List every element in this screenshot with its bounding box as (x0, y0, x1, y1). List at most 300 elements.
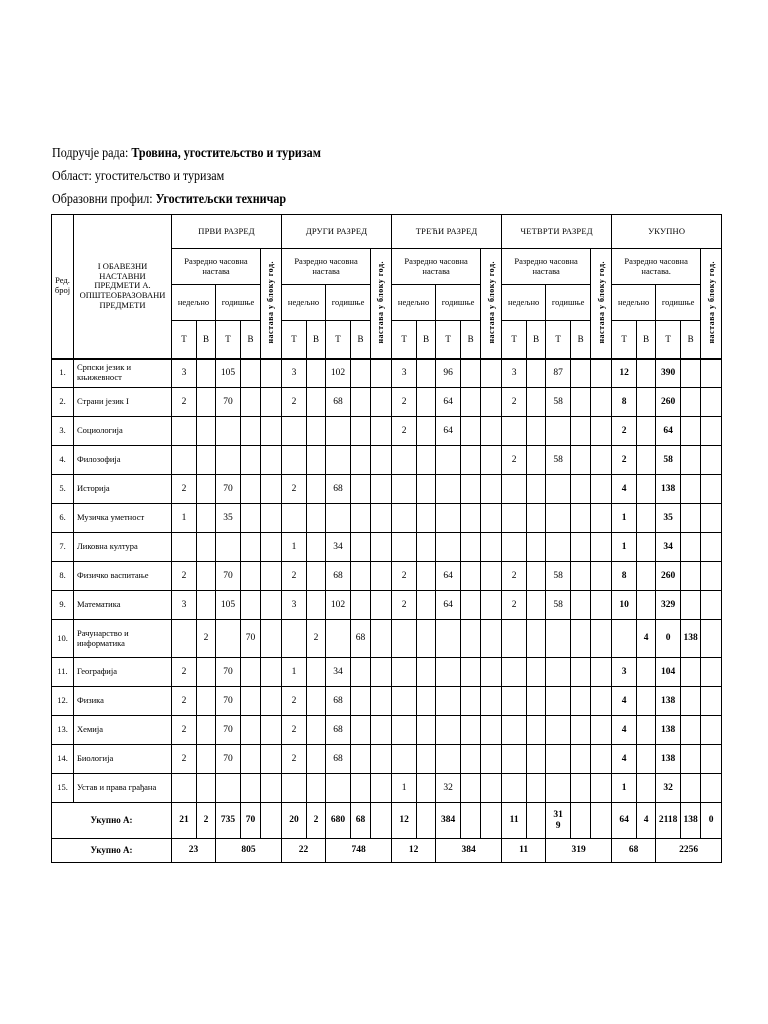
hours-cell (371, 475, 392, 504)
hours-cell (461, 417, 481, 446)
table-row (52, 745, 722, 774)
hours-cell: 4 (612, 475, 637, 504)
hours-cell (701, 446, 722, 475)
hours-cell: 329 (656, 591, 681, 620)
hours-cell (307, 745, 326, 774)
hours-cell (502, 620, 527, 658)
hours-cell (681, 716, 701, 745)
hours-cell (571, 446, 591, 475)
hours-cell: 1 (172, 504, 197, 533)
subject-name: Географија (74, 658, 172, 687)
hours-cell (307, 359, 326, 388)
total-cell: 735 (216, 803, 241, 839)
hours-cell (546, 745, 571, 774)
table-row (52, 388, 722, 417)
hours-cell (417, 687, 436, 716)
hours-cell (681, 417, 701, 446)
hours-cell (481, 475, 502, 504)
subject-name: Физика (74, 687, 172, 716)
table-row (52, 504, 722, 533)
hours-cell: 3 (502, 359, 527, 388)
yearly-total-cell: 805 (216, 839, 282, 863)
hours-cell (307, 591, 326, 620)
hours-cell (591, 417, 612, 446)
hours-cell: 96 (436, 359, 461, 388)
hours-cell (681, 446, 701, 475)
hours-cell (371, 504, 392, 533)
hours-cell: 2 (282, 716, 307, 745)
hours-cell (527, 417, 546, 446)
hours-cell (481, 417, 502, 446)
yearly-total-cell: 384 (436, 839, 502, 863)
hours-cell (351, 716, 371, 745)
hours-cell (571, 475, 591, 504)
hours-cell (681, 562, 701, 591)
hours-cell (461, 620, 481, 658)
v-header: В (197, 321, 216, 359)
hours-cell (241, 658, 261, 687)
yearly-total-cell: 748 (326, 839, 392, 863)
hours-cell: 64 (656, 417, 681, 446)
hours-cell (591, 475, 612, 504)
hours-cell (436, 533, 461, 562)
hours-cell: 2 (502, 388, 527, 417)
subject-name: Страни језик I (74, 388, 172, 417)
block-classes-header (371, 249, 392, 359)
hours-cell (371, 774, 392, 803)
hours-cell (591, 562, 612, 591)
t-header: Т (656, 321, 681, 359)
hours-cell (392, 687, 417, 716)
hours-cell (261, 620, 282, 658)
hours-cell (481, 446, 502, 475)
hours-cell: 64 (436, 591, 461, 620)
hours-cell (216, 533, 241, 562)
weekly-total-cell: 12 (392, 839, 436, 863)
hours-cell: 2 (282, 687, 307, 716)
hours-cell (351, 745, 371, 774)
hours-cell (241, 745, 261, 774)
total-cell: 12 (392, 803, 417, 839)
regular-classes-header: Разредно часовна настава (172, 249, 261, 285)
hours-cell (216, 620, 241, 658)
yearly-header: годишње (546, 285, 591, 321)
hours-cell: 35 (216, 504, 241, 533)
subject-name: Српски језик и књижевност (74, 359, 172, 388)
hours-cell (307, 716, 326, 745)
hours-cell: 3 (172, 359, 197, 388)
hours-cell (546, 658, 571, 687)
hours-cell: 2 (612, 417, 637, 446)
hours-cell: 138 (656, 687, 681, 716)
hours-cell (392, 745, 417, 774)
hours-cell (197, 417, 216, 446)
table-row (52, 687, 722, 716)
hours-cell (591, 504, 612, 533)
block-classes-label: настава у блоку год. (376, 260, 386, 344)
total-label: Укупно А: (52, 803, 172, 839)
hours-cell (637, 417, 656, 446)
hours-cell (591, 658, 612, 687)
hours-cell: 87 (546, 359, 571, 388)
hours-cell (261, 388, 282, 417)
hours-cell: 68 (326, 687, 351, 716)
hours-cell (392, 475, 417, 504)
hours-cell (351, 658, 371, 687)
area-value: Тровина, угоститељство и туризам (131, 146, 321, 161)
hours-cell (571, 745, 591, 774)
hours-cell (351, 446, 371, 475)
hours-cell (546, 620, 571, 658)
hours-cell: 34 (656, 533, 681, 562)
hours-cell (261, 475, 282, 504)
hours-cell (351, 774, 371, 803)
hours-cell (481, 716, 502, 745)
hours-cell (307, 658, 326, 687)
v-header: В (241, 321, 261, 359)
hours-cell (681, 388, 701, 417)
total-row (52, 803, 722, 839)
hours-cell (527, 658, 546, 687)
hours-cell: 70 (216, 388, 241, 417)
hours-cell (261, 417, 282, 446)
total-cell (527, 803, 546, 839)
hours-cell (261, 562, 282, 591)
hours-cell (307, 774, 326, 803)
hours-cell: 68 (326, 745, 351, 774)
total-cell (591, 803, 612, 839)
hours-cell: 2 (172, 716, 197, 745)
hours-cell (481, 591, 502, 620)
hours-cell (527, 716, 546, 745)
hours-cell (546, 475, 571, 504)
hours-cell (481, 658, 502, 687)
yearly-header: годишње (436, 285, 481, 321)
hours-cell (571, 504, 591, 533)
hours-cell (197, 388, 216, 417)
grade-4-header: ЧЕТВРТИ РАЗРЕД (502, 215, 612, 249)
weekly-total-cell: 68 (612, 839, 656, 863)
weekly-header: недељно (612, 285, 656, 321)
hours-cell: 3 (612, 658, 637, 687)
hours-cell (241, 562, 261, 591)
hours-cell (241, 716, 261, 745)
row-number: 5. (52, 475, 74, 504)
subject-name: Рачунарство и информатика (74, 620, 172, 658)
hours-cell: 2 (172, 475, 197, 504)
t-header: Т (502, 321, 527, 359)
hours-cell (326, 620, 351, 658)
total-cell: 20 (282, 803, 307, 839)
hours-cell: 58 (546, 388, 571, 417)
row-number: 6. (52, 504, 74, 533)
subject-name: Ликовна култура (74, 533, 172, 562)
hours-cell (241, 774, 261, 803)
hours-cell (326, 504, 351, 533)
hours-cell: 34 (326, 533, 351, 562)
hours-cell (681, 359, 701, 388)
hours-cell (261, 774, 282, 803)
hours-cell: 70 (216, 687, 241, 716)
table-row (52, 446, 722, 475)
hours-cell (461, 745, 481, 774)
hours-cell (371, 533, 392, 562)
hours-cell (371, 359, 392, 388)
hours-cell: 70 (216, 658, 241, 687)
hours-cell (417, 417, 436, 446)
weekly-total-cell: 11 (502, 839, 546, 863)
block-classes-header (261, 249, 282, 359)
hours-cell (216, 417, 241, 446)
row-number: 12. (52, 687, 74, 716)
hours-cell (681, 591, 701, 620)
hours-cell (417, 745, 436, 774)
hours-cell (546, 774, 571, 803)
hours-cell (701, 417, 722, 446)
area-label: Подручје рада: (52, 146, 129, 161)
hours-cell (571, 359, 591, 388)
hours-cell (591, 620, 612, 658)
subject-name: Музичка уметност (74, 504, 172, 533)
hours-cell (417, 446, 436, 475)
hours-cell: 2 (197, 620, 216, 658)
hours-cell (436, 620, 461, 658)
row-number: 7. (52, 533, 74, 562)
hours-cell (481, 562, 502, 591)
hours-cell (261, 687, 282, 716)
hours-cell (591, 745, 612, 774)
hours-cell (351, 504, 371, 533)
hours-cell (241, 359, 261, 388)
hours-cell (417, 388, 436, 417)
hours-cell: 138 (681, 620, 701, 658)
hours-cell (241, 446, 261, 475)
yearly-total-cell: 319 (546, 839, 612, 863)
hours-cell: 105 (216, 359, 241, 388)
hours-cell: 104 (656, 658, 681, 687)
hours-cell (637, 533, 656, 562)
hours-cell: 70 (241, 620, 261, 658)
hours-cell (461, 591, 481, 620)
hours-cell: 70 (216, 716, 241, 745)
hours-cell: 4 (637, 620, 656, 658)
total-cell: 0 (701, 803, 722, 839)
hours-cell: 2 (392, 562, 417, 591)
total-cell: 2 (197, 803, 216, 839)
row-number: 8. (52, 562, 74, 591)
grade-1-header: ПРВИ РАЗРЕД (172, 215, 282, 249)
hours-cell (172, 533, 197, 562)
weekly-total-cell: 22 (282, 839, 326, 863)
hours-cell (392, 658, 417, 687)
hours-cell (307, 533, 326, 562)
hours-cell: 4 (612, 687, 637, 716)
hours-cell: 68 (326, 388, 351, 417)
hours-cell: 58 (546, 591, 571, 620)
hours-cell (351, 687, 371, 716)
area-line (52, 146, 321, 162)
hours-cell (216, 774, 241, 803)
hours-cell (261, 745, 282, 774)
hours-cell (307, 562, 326, 591)
hours-cell (392, 533, 417, 562)
regular-classes-header: Разредно часовна настава (282, 249, 371, 285)
hours-cell: 2 (282, 388, 307, 417)
hours-cell (436, 475, 461, 504)
hours-cell: 2 (392, 591, 417, 620)
hours-cell (282, 417, 307, 446)
hours-cell (461, 359, 481, 388)
hours-cell (417, 533, 436, 562)
total-cell: 384 (436, 803, 461, 839)
grand-total-label: Укупно А: (52, 839, 172, 863)
hours-cell (637, 359, 656, 388)
hours-cell: 2 (282, 745, 307, 774)
row-number: 10. (52, 620, 74, 658)
weekly-header: недељно (282, 285, 326, 321)
t-header: Т (216, 321, 241, 359)
hours-cell (261, 359, 282, 388)
hours-cell: 2 (502, 446, 527, 475)
hours-cell (436, 716, 461, 745)
hours-cell: 1 (612, 533, 637, 562)
hours-cell (461, 774, 481, 803)
hours-cell (261, 446, 282, 475)
curriculum-table (51, 214, 722, 863)
hours-cell: 102 (326, 591, 351, 620)
row-number: 9. (52, 591, 74, 620)
hours-cell (241, 417, 261, 446)
hours-cell (591, 591, 612, 620)
hours-cell (591, 716, 612, 745)
hours-cell (637, 504, 656, 533)
hours-cell (172, 446, 197, 475)
hours-cell (701, 658, 722, 687)
row-number: 15. (52, 774, 74, 803)
t-header: Т (172, 321, 197, 359)
hours-cell (261, 533, 282, 562)
hours-cell (637, 716, 656, 745)
hours-cell (701, 591, 722, 620)
block-classes-header (701, 249, 722, 359)
profile-line (52, 192, 286, 208)
hours-cell: 1 (282, 533, 307, 562)
hours-cell (197, 562, 216, 591)
table-row (52, 562, 722, 591)
hours-cell (701, 475, 722, 504)
hours-cell (461, 504, 481, 533)
subject-name: Биологија (74, 745, 172, 774)
hours-cell (436, 446, 461, 475)
hours-cell (481, 774, 502, 803)
hours-cell (417, 716, 436, 745)
hours-cell (481, 533, 502, 562)
hours-cell (502, 533, 527, 562)
total-cell: 2118 (656, 803, 681, 839)
hours-cell (351, 591, 371, 620)
hours-cell (392, 620, 417, 658)
hours-cell (502, 716, 527, 745)
weekly-header: недељно (502, 285, 546, 321)
hours-cell (637, 475, 656, 504)
hours-cell (502, 745, 527, 774)
hours-cell (417, 774, 436, 803)
hours-cell (637, 658, 656, 687)
hours-cell (241, 475, 261, 504)
hours-cell (571, 716, 591, 745)
v-header: В (461, 321, 481, 359)
hours-cell: 10 (612, 591, 637, 620)
hours-cell (481, 745, 502, 774)
hours-cell (637, 562, 656, 591)
block-classes-header (591, 249, 612, 359)
hours-cell (241, 504, 261, 533)
weekly-total-cell: 23 (172, 839, 216, 863)
hours-cell (461, 446, 481, 475)
hours-cell (241, 591, 261, 620)
block-classes-label: настава у блоку год. (486, 260, 496, 344)
hours-cell (172, 774, 197, 803)
hours-cell: 390 (656, 359, 681, 388)
hours-cell: 68 (326, 475, 351, 504)
hours-cell (591, 388, 612, 417)
hours-cell (307, 687, 326, 716)
hours-cell (197, 745, 216, 774)
hours-cell: 68 (326, 562, 351, 591)
hours-cell (701, 388, 722, 417)
grade-2-header: ДРУГИ РАЗРЕД (282, 215, 392, 249)
hours-cell (571, 658, 591, 687)
hours-cell (591, 359, 612, 388)
field-label: Област: (52, 169, 92, 184)
hours-cell (571, 591, 591, 620)
total-cell: 2 (307, 803, 326, 839)
hours-cell (481, 620, 502, 658)
subject-name: Историја (74, 475, 172, 504)
hours-cell: 2 (502, 591, 527, 620)
hours-cell (417, 562, 436, 591)
hours-cell: 3 (282, 591, 307, 620)
hours-cell: 3 (172, 591, 197, 620)
t-header: Т (392, 321, 417, 359)
hours-cell (637, 687, 656, 716)
row-number: 1. (52, 359, 74, 388)
hours-cell (241, 687, 261, 716)
hours-cell (591, 533, 612, 562)
hours-cell (701, 562, 722, 591)
hours-cell (527, 620, 546, 658)
hours-cell: 58 (546, 446, 571, 475)
hours-cell: 2 (172, 388, 197, 417)
hours-cell: 1 (612, 504, 637, 533)
hours-cell: 2 (307, 620, 326, 658)
hours-cell (307, 446, 326, 475)
table-row (52, 658, 722, 687)
subject-name: Хемија (74, 716, 172, 745)
hours-cell (571, 533, 591, 562)
hours-cell (197, 446, 216, 475)
hours-cell (461, 533, 481, 562)
hours-cell (546, 417, 571, 446)
hours-cell (527, 562, 546, 591)
hours-cell: 0 (656, 620, 681, 658)
hours-cell (326, 774, 351, 803)
hours-cell (436, 658, 461, 687)
hours-cell (351, 562, 371, 591)
hours-cell (546, 716, 571, 745)
hours-cell (681, 745, 701, 774)
total-cell: 11 (502, 803, 527, 839)
